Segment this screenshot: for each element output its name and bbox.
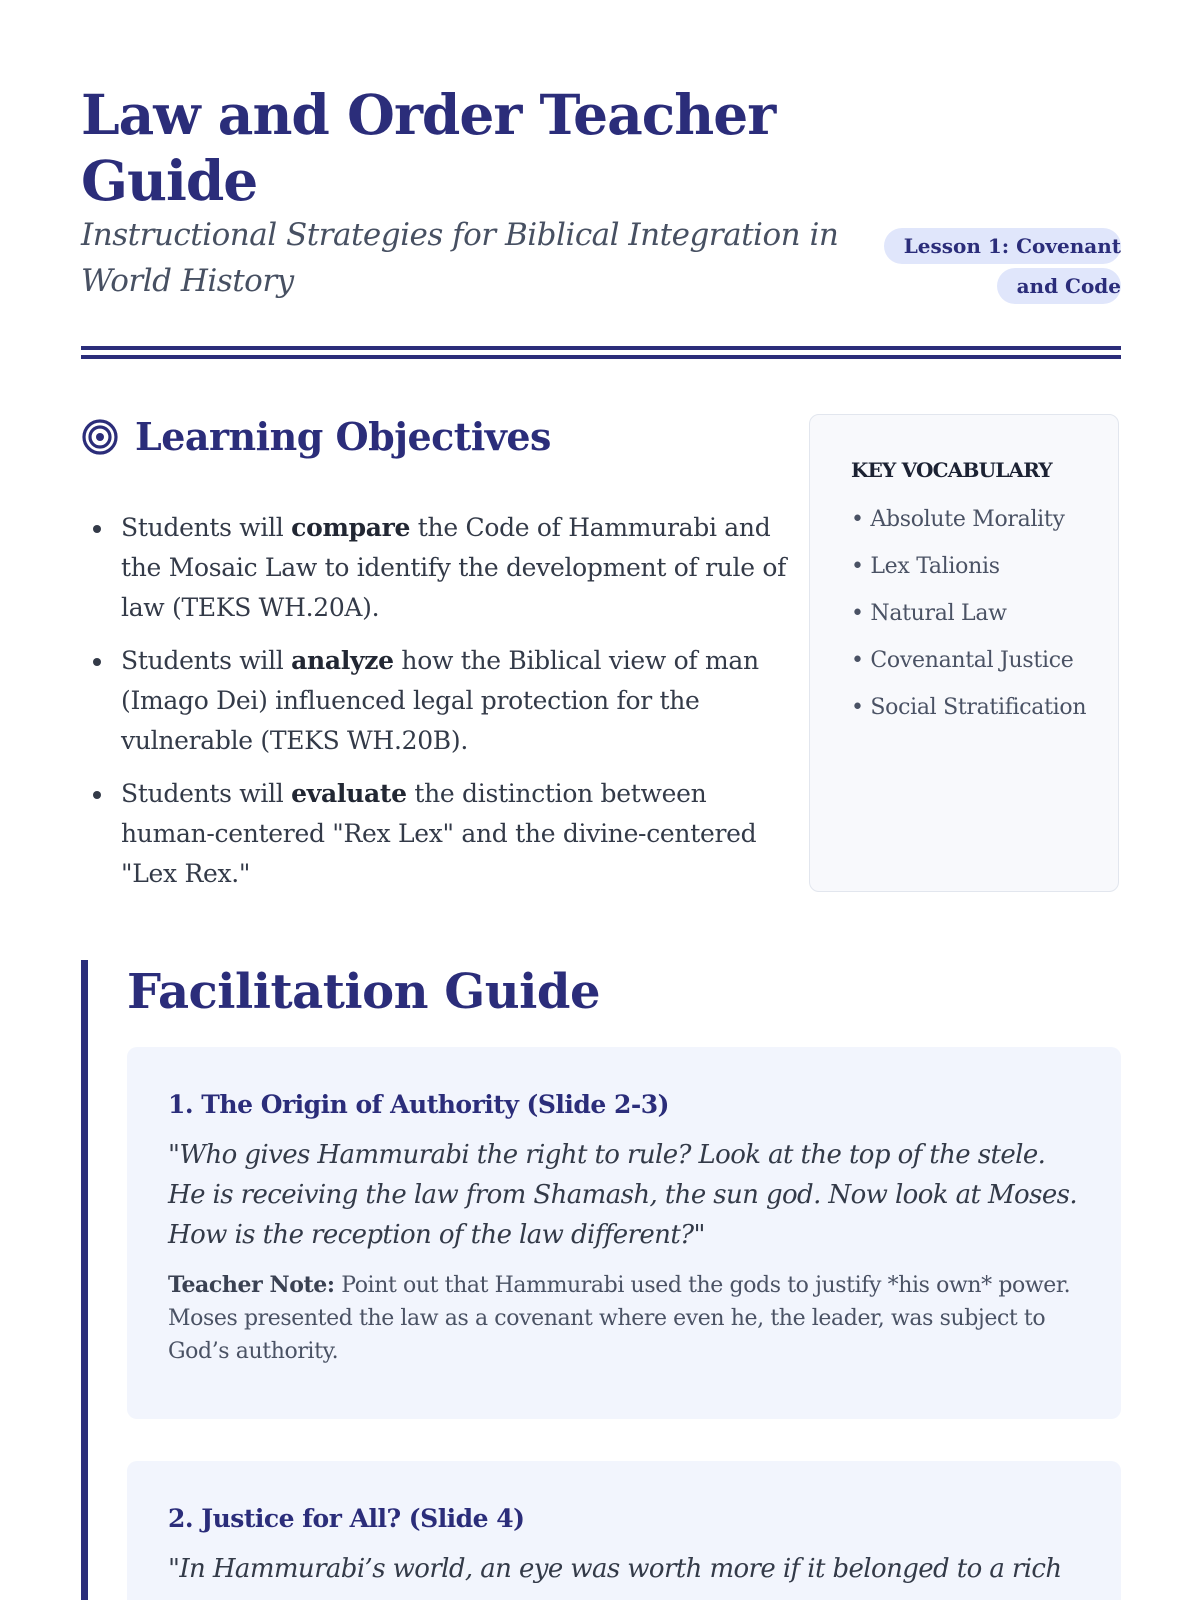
objective-verb: evaluate [291, 779, 407, 808]
objective-item [121, 774, 801, 894]
objective-text: the distinction between human-centered "Rex Lex" and the divine-centered "Lex Rex." [121, 779, 757, 888]
objectives-heading [81, 412, 551, 462]
objective-verb: analyze [291, 646, 394, 675]
key-vocabulary-box [809, 414, 1119, 892]
page-subtitle: Instructional Strategies for Biblical Integration in World History [81, 217, 839, 299]
card-quote: "In Hammurabi’s world, an eye was worth more if it belonged to a rich [168, 1554, 1062, 1584]
teacher-note [168, 1269, 1081, 1368]
objective-item [121, 641, 801, 761]
objectives-title: Learning Objectives [135, 414, 551, 459]
lesson-badge-label: Lesson 1: Covenant and Code [884, 228, 1121, 304]
teacher-note-text: Point out that Hammurabi used the gods to justify *his own* power. Moses presented the law as a covenant where even he, the leader, was subject to God’s authority. [168, 1273, 1071, 1364]
facilitation-card [127, 1461, 1121, 1600]
vocabulary-item: • Covenantal Justice [851, 648, 1074, 673]
objective-text: the Code of Hammurabi and the Mosaic Law to identify the development of rule of law (TEKS WH.20A). [121, 513, 787, 622]
card-quote: "Who gives Hammurabi the right to rule? Look at the top of the stele. He is receiving the law from Shamash, the sun god. Now look at Moses. How is the reception of the law different?" [168, 1140, 1078, 1250]
facilitation-accent-bar [81, 960, 88, 1600]
vocabulary-item: • Absolute Morality [851, 507, 1065, 532]
objective-text: how the Biblical view of man (Imago Dei) influenced legal protection for the vulnerable (TEKS WH.20B). [121, 646, 759, 755]
vocabulary-item: • Lex Talionis [851, 554, 1000, 579]
objective-item [121, 508, 801, 628]
objectives-list [81, 508, 801, 907]
facilitation-title: Facilitation Guide [127, 964, 601, 1020]
facilitation-card [127, 1047, 1121, 1419]
vocabulary-item: • Natural Law [851, 601, 1007, 626]
lesson-badge [881, 226, 1121, 306]
header-divider [81, 346, 1121, 350]
objective-prefix: Students will [121, 513, 292, 542]
vocabulary-heading: KEY VOCABULARY [851, 458, 1052, 482]
vocabulary-list [851, 503, 1088, 725]
objective-prefix: Students will [121, 646, 292, 675]
card-title: 1. The Origin of Authority (Slide 2-3) [168, 1090, 670, 1119]
target-icon [81, 418, 119, 456]
teacher-note-label: Teacher Note: [168, 1272, 335, 1298]
objective-verb: compare [291, 513, 411, 542]
vocabulary-item: • Social Stratification [851, 695, 1087, 720]
objective-prefix: Students will [121, 779, 292, 808]
header-divider-secondary [81, 355, 1121, 359]
page-title: Law and Order Teacher Guide [81, 82, 776, 213]
teacher-guide-page [81, 0, 1121, 1600]
card-title: 2. Justice for All? (Slide 4) [168, 1504, 525, 1533]
